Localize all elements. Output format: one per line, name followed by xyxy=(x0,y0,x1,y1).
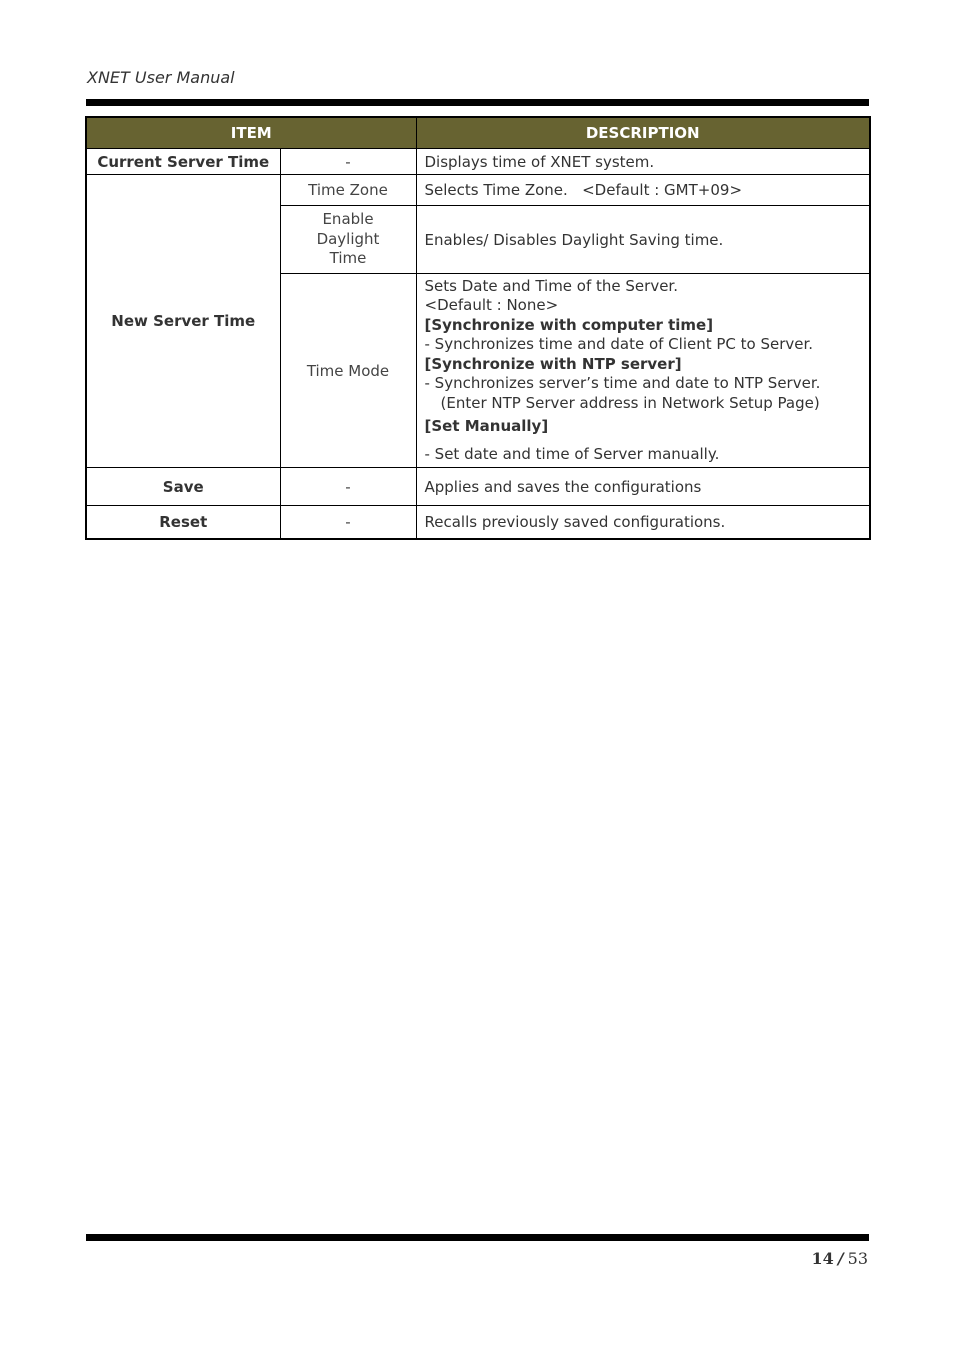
sub-item-daylight: Enable Daylight Time xyxy=(280,206,416,274)
sub-item: - xyxy=(280,149,416,175)
desc-heading: [Synchronize with NTP server] xyxy=(424,354,682,373)
sub-item: - xyxy=(280,468,416,506)
description-save: Applies and saves the configurations xyxy=(416,468,870,506)
item-current-server-time: Current Server Time xyxy=(86,149,280,175)
document-title: XNET User Manual xyxy=(87,68,235,87)
spacer xyxy=(425,437,862,445)
header-rule xyxy=(86,99,869,106)
settings-table xyxy=(85,116,871,540)
table-row xyxy=(86,506,870,539)
table-header-row xyxy=(86,117,870,149)
desc-line: Sets Date and Time of the Server. xyxy=(424,276,678,295)
column-header-item: ITEM xyxy=(86,117,416,149)
table-row xyxy=(86,175,870,206)
table-row xyxy=(86,468,870,506)
desc-heading: [Synchronize with computer time] xyxy=(424,315,714,334)
description-daylight: Enables/ Disables Daylight Saving time. xyxy=(416,206,870,274)
footer-rule xyxy=(86,1234,869,1241)
description-reset: Recalls previously saved configurations. xyxy=(416,506,870,539)
desc-line: - Set date and time of Server manually. xyxy=(424,444,720,463)
item-new-server-time: New Server Time xyxy=(86,175,280,468)
desc-line: (Enter NTP Server address in Network Setup Page) xyxy=(440,393,820,412)
page-total: 53 xyxy=(847,1249,868,1268)
page-current: 14 xyxy=(811,1249,834,1268)
item-save: Save xyxy=(86,468,280,506)
description: Displays time of XNET system. xyxy=(416,149,870,175)
sub-item: - xyxy=(280,506,416,539)
desc-line: <Default : None> xyxy=(424,296,559,315)
sub-item-time-zone: Time Zone xyxy=(280,175,416,206)
desc-line: - Synchronizes time and date of Client PC to Server. xyxy=(424,335,814,354)
column-header-description: DESCRIPTION xyxy=(416,117,870,149)
page-separator: / xyxy=(837,1249,844,1268)
table-row xyxy=(86,149,870,175)
sub-item-time-mode: Time Mode xyxy=(280,274,416,468)
description-time-mode xyxy=(416,274,870,468)
desc-heading: [Set Manually] xyxy=(424,417,549,436)
item-reset: Reset xyxy=(86,506,280,539)
desc-line: - Synchronizes server’s time and date to NTP Server. xyxy=(424,374,821,393)
description-time-zone: Selects Time Zone. <Default : GMT+09> xyxy=(416,175,870,206)
page-number xyxy=(812,1249,868,1268)
